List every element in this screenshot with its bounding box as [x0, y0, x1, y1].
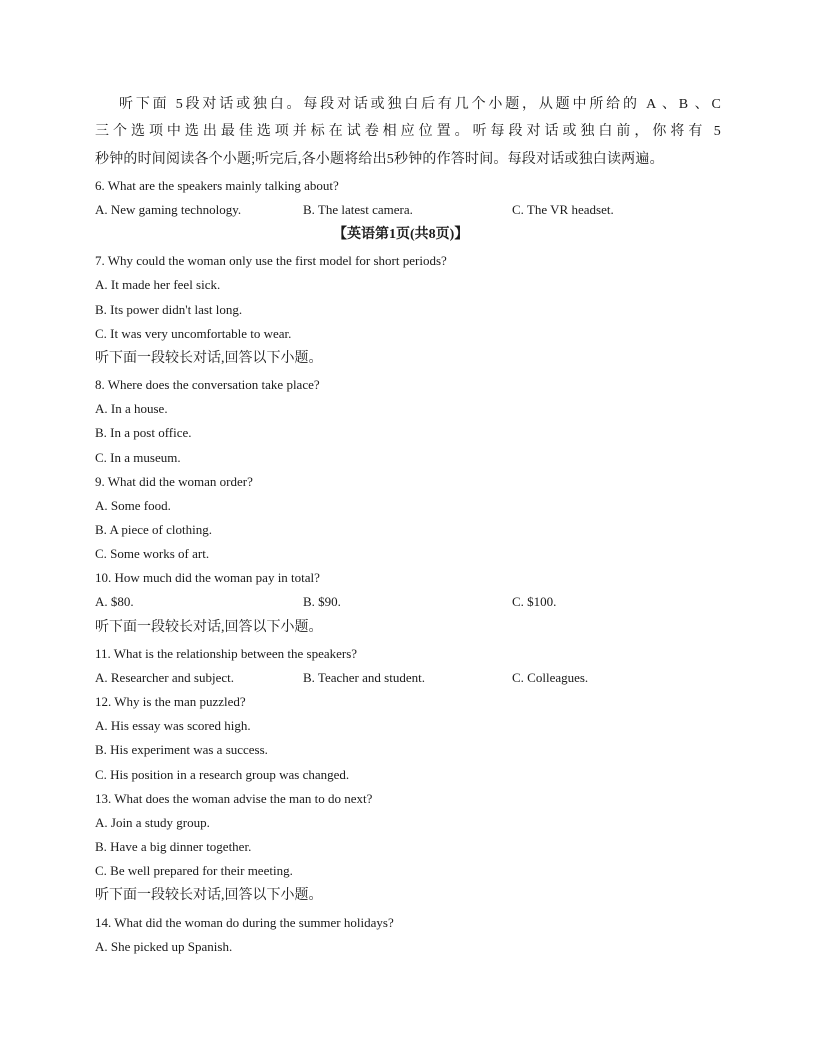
q12-option-a: A. His essay was scored high. — [95, 718, 251, 733]
q14-option-a: A. She picked up Spanish. — [95, 939, 233, 954]
question-8: 8. Where does the conversation take place? — [95, 377, 320, 392]
q11-option-c: C. Colleagues. — [512, 670, 589, 685]
question-10: 10. How much did the woman pay in total? — [95, 570, 320, 585]
q6-option-b: B. The latest camera. — [303, 202, 413, 217]
q9-option-c: C. Some works of art. — [95, 546, 210, 561]
q11-option-a: A. Researcher and subject. — [95, 670, 234, 685]
q6-option-a: A. New gaming technology. — [95, 202, 242, 217]
q13-option-c: C. Be well prepared for their meeting. — [95, 863, 293, 878]
q9-option-b: B. A piece of clothing. — [95, 522, 212, 537]
question-11: 11. What is the relationship between the speakers? — [95, 646, 358, 661]
intro-line-2: 三个选项中选出最佳选项并标在试卷相应位置。听每段对话或独白前，你将有 5 — [95, 124, 721, 139]
question-14: 14. What did the woman do during the summer holidays? — [95, 915, 394, 930]
question-9: 9. What did the woman order? — [95, 474, 253, 489]
intro-line-1: 听下面 5段对话或独白。每段对话或独白后有几个小题，从题中所给的 A 、B 、C — [119, 97, 721, 112]
question-6: 6. What are the speakers mainly talking about? — [95, 178, 339, 193]
q12-option-c: C. His position in a research group was changed. — [95, 767, 350, 782]
q10-option-c: C. $100. — [512, 594, 557, 609]
q10-option-a: A. $80. — [95, 594, 134, 609]
question-7: 7. Why could the woman only use the first model for short periods? — [95, 253, 447, 268]
q7-option-b: B. Its power didn't last long. — [95, 302, 243, 317]
question-13: 13. What does the woman advise the man to do next? — [95, 791, 373, 806]
q7-option-c: C. It was very uncomfortable to wear. — [95, 326, 292, 341]
q13-option-b: B. Have a big dinner together. — [95, 839, 252, 854]
question-12: 12. Why is the man puzzled? — [95, 694, 246, 709]
q13-option-a: A. Join a study group. — [95, 815, 210, 830]
section-heading-c: 听下面一段较长对话,回答以下小题。 — [95, 888, 323, 903]
q8-option-b: B. In a post office. — [95, 425, 192, 440]
q6-option-c: C. The VR headset. — [512, 202, 614, 217]
q12-option-b: B. His experiment was a success. — [95, 742, 268, 757]
q7-option-a: A. It made her feel sick. — [95, 277, 221, 292]
page-footer: 【英语第1页(共8页)】 — [333, 227, 469, 242]
q10-option-b: B. $90. — [303, 594, 341, 609]
section-heading-b: 听下面一段较长对话,回答以下小题。 — [95, 620, 323, 635]
q8-option-a: A. In a house. — [95, 401, 168, 416]
intro-line-3: 秒钟的时间阅读各个小题;听完后,各小题将给出5秒钟的作答时间。每段对话或独白读两遍。 — [95, 152, 664, 167]
q11-option-b: B. Teacher and student. — [303, 670, 425, 685]
q9-option-a: A. Some food. — [95, 498, 171, 513]
section-heading-a: 听下面一段较长对话,回答以下小题。 — [95, 351, 323, 366]
q8-option-c: C. In a museum. — [95, 450, 181, 465]
